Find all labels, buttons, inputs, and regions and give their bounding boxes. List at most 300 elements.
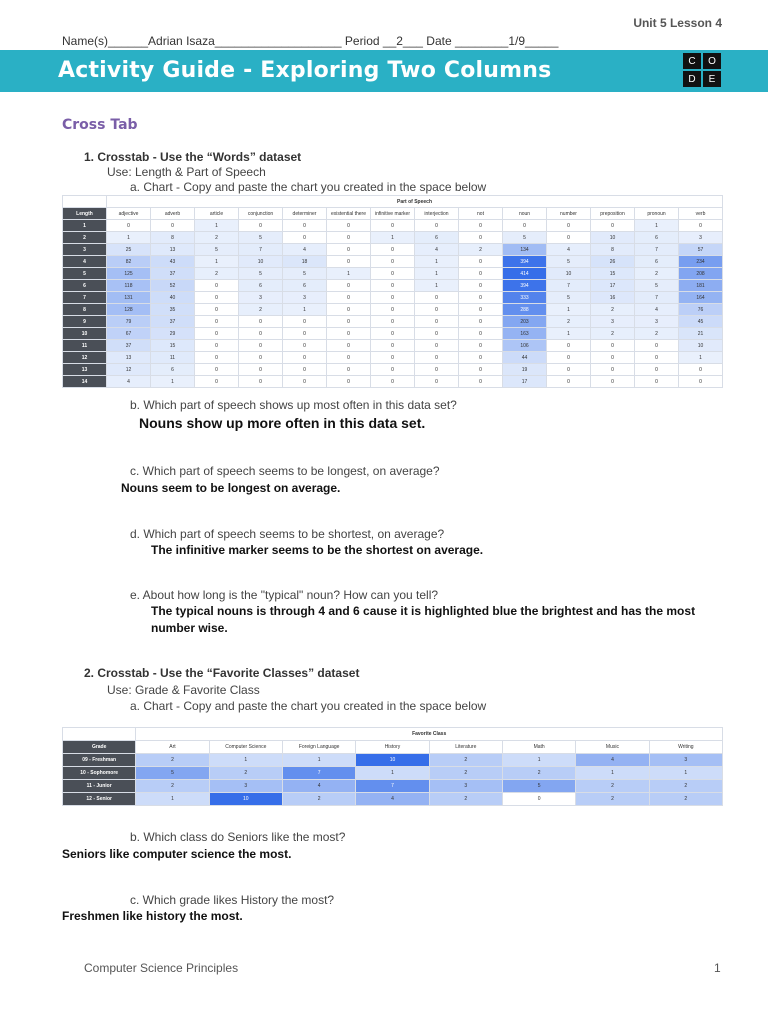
column-header: Writing <box>649 741 722 754</box>
table-row <box>63 256 723 268</box>
table-cell: 10 <box>356 754 429 767</box>
table-cell: 0 <box>283 340 327 352</box>
table-cell: 0 <box>371 352 415 364</box>
row-label: 11 <box>63 340 107 352</box>
table-cell: 414 <box>503 268 547 280</box>
table-cell: 8 <box>151 232 195 244</box>
row-label: 10 <box>63 328 107 340</box>
column-header: conjunction <box>239 208 283 220</box>
table-cell: 15 <box>591 268 635 280</box>
column-header: number <box>547 208 591 220</box>
table-cell: 128 <box>107 304 151 316</box>
table-cell: 11 <box>151 352 195 364</box>
table-cell: 0 <box>239 364 283 376</box>
column-header: adjective <box>107 208 151 220</box>
table-cell: 2 <box>502 767 575 780</box>
table-cell: 1 <box>679 352 723 364</box>
column-header: not <box>459 208 503 220</box>
question-2-heading: 2. Crosstab - Use the “Favorite Classes” dataset <box>84 666 360 680</box>
page-title: Activity Guide - Exploring Two Columns <box>58 58 552 83</box>
table-cell: 0 <box>459 220 503 232</box>
table-cell: 0 <box>591 352 635 364</box>
table-cell: 1 <box>547 304 591 316</box>
table-row <box>63 244 723 256</box>
table-cell: 0 <box>371 304 415 316</box>
table-row <box>63 232 723 244</box>
table-cell: 1 <box>209 754 282 767</box>
table-cell: 288 <box>503 304 547 316</box>
table-cell: 3 <box>239 292 283 304</box>
row-label: 3 <box>63 244 107 256</box>
table-cell: 4 <box>356 793 429 806</box>
column-header: Music <box>576 741 649 754</box>
table-cell: 37 <box>151 268 195 280</box>
table-cell: 76 <box>679 304 723 316</box>
table-cell: 0 <box>502 793 575 806</box>
row-label: 2 <box>63 232 107 244</box>
table-cell: 0 <box>415 328 459 340</box>
table-cell: 134 <box>503 244 547 256</box>
table-cell: 25 <box>107 244 151 256</box>
table-cell: 394 <box>503 256 547 268</box>
table-row <box>63 364 723 376</box>
table-cell: 4 <box>107 376 151 388</box>
logo-letter: C <box>683 53 701 69</box>
table-cell: 1 <box>415 256 459 268</box>
table-cell: 2 <box>429 793 502 806</box>
table-cell: 10 <box>547 268 591 280</box>
answer-1e-line2: number wise. <box>151 621 228 635</box>
table-row <box>63 316 723 328</box>
table-cell: 2 <box>136 754 209 767</box>
table-cell: 118 <box>107 280 151 292</box>
super-header: Part of Speech <box>107 196 723 208</box>
table-cell: 2 <box>429 767 502 780</box>
table-cell: 0 <box>283 376 327 388</box>
table-cell: 3 <box>209 780 282 793</box>
table-cell: 0 <box>327 316 371 328</box>
table-cell: 0 <box>195 292 239 304</box>
table-cell: 0 <box>459 232 503 244</box>
table-cell: 0 <box>283 232 327 244</box>
table-cell: 19 <box>503 364 547 376</box>
table-cell: 0 <box>371 268 415 280</box>
table-cell: 208 <box>679 268 723 280</box>
question-1-heading: 1. Crosstab - Use the “Words” dataset <box>84 150 302 164</box>
table-cell: 0 <box>195 352 239 364</box>
table-cell: 0 <box>195 376 239 388</box>
column-header: infinitive marker <box>371 208 415 220</box>
table-cell: 7 <box>282 767 355 780</box>
column-header: interjection <box>415 208 459 220</box>
table-cell: 15 <box>151 340 195 352</box>
column-header: History <box>356 741 429 754</box>
answer-1b: Nouns show up more often in this data set. <box>139 415 426 431</box>
table-cell: 0 <box>459 364 503 376</box>
table-cell: 0 <box>327 280 371 292</box>
table-cell: 0 <box>195 280 239 292</box>
table-cell: 44 <box>503 352 547 364</box>
table-cell: 0 <box>591 376 635 388</box>
row-label: 09 - Freshman <box>63 754 136 767</box>
table-cell: 0 <box>195 364 239 376</box>
table-cell: 2 <box>547 316 591 328</box>
table-cell: 0 <box>635 352 679 364</box>
table-cell: 2 <box>239 304 283 316</box>
question-1c: c. Which part of speech seems to be longest, on average? <box>130 464 440 478</box>
question-1a: a. Chart - Copy and paste the chart you created in the space below <box>130 180 487 194</box>
row-label: 9 <box>63 316 107 328</box>
question-1b: b. Which part of speech shows up most often in this data set? <box>130 398 457 412</box>
answer-1c: Nouns seem to be longest on average. <box>121 481 341 495</box>
table-cell: 79 <box>107 316 151 328</box>
table-cell: 52 <box>151 280 195 292</box>
table-cell: 5 <box>503 232 547 244</box>
table-cell: 43 <box>151 256 195 268</box>
table-cell: 6 <box>239 280 283 292</box>
table-cell: 1 <box>283 304 327 316</box>
logo-letter: O <box>703 53 721 69</box>
table-cell: 2 <box>649 780 722 793</box>
table-cell: 5 <box>547 292 591 304</box>
table-cell: 1 <box>136 793 209 806</box>
table-cell: 0 <box>591 340 635 352</box>
table-cell: 3 <box>679 232 723 244</box>
row-label: 7 <box>63 292 107 304</box>
table-cell: 82 <box>107 256 151 268</box>
table-cell: 37 <box>151 316 195 328</box>
column-header: determiner <box>283 208 327 220</box>
table-cell: 67 <box>107 328 151 340</box>
table-cell: 0 <box>327 328 371 340</box>
table-row <box>63 793 723 806</box>
table-cell: 2 <box>591 304 635 316</box>
table-cell: 29 <box>151 328 195 340</box>
table-cell: 2 <box>576 780 649 793</box>
table-cell: 3 <box>429 780 502 793</box>
table-cell: 0 <box>327 292 371 304</box>
table-cell: 0 <box>239 316 283 328</box>
table-cell: 1 <box>151 376 195 388</box>
table-cell: 164 <box>679 292 723 304</box>
table-cell: 7 <box>356 780 429 793</box>
table-cell: 2 <box>282 793 355 806</box>
table-cell: 2 <box>209 767 282 780</box>
table-cell: 0 <box>327 364 371 376</box>
table-cell: 0 <box>283 364 327 376</box>
table-cell: 0 <box>239 340 283 352</box>
table-cell: 0 <box>195 316 239 328</box>
table-cell: 0 <box>459 376 503 388</box>
table-row <box>63 754 723 767</box>
table-cell: 0 <box>459 292 503 304</box>
answer-2b: Seniors like computer science the most. <box>62 847 292 861</box>
table-cell: 5 <box>502 780 575 793</box>
row-label: 13 <box>63 364 107 376</box>
table-cell: 0 <box>239 220 283 232</box>
table-row <box>63 352 723 364</box>
table-cell: 4 <box>283 244 327 256</box>
table-cell: 0 <box>459 352 503 364</box>
row-header-label: Grade <box>63 741 136 754</box>
table-cell: 40 <box>151 292 195 304</box>
table-cell: 17 <box>591 280 635 292</box>
table-cell: 0 <box>327 244 371 256</box>
table-cell: 7 <box>635 292 679 304</box>
table-cell: 2 <box>649 793 722 806</box>
table-cell: 0 <box>371 220 415 232</box>
table-cell: 13 <box>151 244 195 256</box>
table-cell: 6 <box>283 280 327 292</box>
table-cell: 5 <box>195 244 239 256</box>
table-cell: 106 <box>503 340 547 352</box>
column-header: Math <box>502 741 575 754</box>
corner-cell <box>63 196 107 208</box>
table-cell: 0 <box>195 340 239 352</box>
table-cell: 1 <box>107 232 151 244</box>
table-cell: 0 <box>415 364 459 376</box>
table-cell: 0 <box>371 256 415 268</box>
table-cell: 0 <box>239 328 283 340</box>
table-cell: 0 <box>195 328 239 340</box>
table-cell: 0 <box>459 328 503 340</box>
table-cell: 17 <box>503 376 547 388</box>
table-cell: 0 <box>415 220 459 232</box>
table-cell: 0 <box>415 304 459 316</box>
table-cell: 0 <box>591 364 635 376</box>
table-cell: 3 <box>635 316 679 328</box>
name-period-date-line: Name(s)______Adrian Isaza___________________ Period __2___ Date ________1/9_____ <box>62 34 559 48</box>
table-cell: 0 <box>459 340 503 352</box>
table-cell: 1 <box>415 268 459 280</box>
table-cell: 0 <box>459 304 503 316</box>
table-cell: 3 <box>591 316 635 328</box>
table-cell: 0 <box>239 376 283 388</box>
column-header: Computer Science <box>209 741 282 754</box>
table-cell: 0 <box>547 364 591 376</box>
table-cell: 13 <box>107 352 151 364</box>
question-1-use: Use: Length & Part of Speech <box>107 165 266 179</box>
table-cell: 0 <box>371 376 415 388</box>
table-cell: 0 <box>547 232 591 244</box>
row-label: 10 - Sophomore <box>63 767 136 780</box>
question-2c: c. Which grade likes History the most? <box>130 893 335 907</box>
question-1e: e. About how long is the "typical" noun? How can you tell? <box>130 588 439 602</box>
table-cell: 0 <box>371 244 415 256</box>
column-header: verb <box>679 208 723 220</box>
table-cell: 21 <box>679 328 723 340</box>
table-cell: 0 <box>327 220 371 232</box>
table-row <box>63 292 723 304</box>
table-cell: 4 <box>635 304 679 316</box>
table-cell: 0 <box>283 328 327 340</box>
table-row <box>63 780 723 793</box>
answer-1d: The infinitive marker seems to be the shortest on average. <box>151 543 484 557</box>
table-cell: 0 <box>327 256 371 268</box>
table-cell: 0 <box>415 292 459 304</box>
table-cell: 0 <box>327 232 371 244</box>
table-cell: 0 <box>679 376 723 388</box>
table-cell: 1 <box>635 220 679 232</box>
table-cell: 0 <box>635 364 679 376</box>
table-cell: 5 <box>239 268 283 280</box>
table-cell: 1 <box>282 754 355 767</box>
table-cell: 394 <box>503 280 547 292</box>
table-cell: 0 <box>327 304 371 316</box>
table-row <box>63 376 723 388</box>
table-cell: 203 <box>503 316 547 328</box>
table-cell: 0 <box>415 340 459 352</box>
footer-page-number: 1 <box>714 961 721 975</box>
question-2b: b. Which class do Seniors like the most? <box>130 830 346 844</box>
table-cell: 4 <box>547 244 591 256</box>
row-label: 12 - Senior <box>63 793 136 806</box>
table-cell: 2 <box>576 793 649 806</box>
table-cell: 4 <box>282 780 355 793</box>
table-cell: 0 <box>239 352 283 364</box>
table-cell: 7 <box>635 244 679 256</box>
table-cell: 333 <box>503 292 547 304</box>
table-cell: 0 <box>283 352 327 364</box>
table-cell: 131 <box>107 292 151 304</box>
row-label: 8 <box>63 304 107 316</box>
table-cell: 0 <box>547 352 591 364</box>
corner-cell <box>63 728 136 741</box>
table-cell: 0 <box>371 340 415 352</box>
question-2a: a. Chart - Copy and paste the chart you created in the space below <box>130 699 487 713</box>
table-cell: 0 <box>459 316 503 328</box>
table-cell: 0 <box>151 220 195 232</box>
table-cell: 7 <box>239 244 283 256</box>
table-row <box>63 268 723 280</box>
row-header-label: Length <box>63 208 107 220</box>
super-header: Favorite Class <box>136 728 723 741</box>
table-cell: 1 <box>547 328 591 340</box>
table-cell: 6 <box>635 256 679 268</box>
table-cell: 0 <box>371 292 415 304</box>
table-row <box>63 328 723 340</box>
table-cell: 2 <box>136 780 209 793</box>
table-cell: 1 <box>195 256 239 268</box>
table-cell: 0 <box>371 328 415 340</box>
table-cell: 6 <box>415 232 459 244</box>
table-cell: 0 <box>107 220 151 232</box>
table-cell: 5 <box>239 232 283 244</box>
table-cell: 0 <box>459 268 503 280</box>
table-cell: 1 <box>327 268 371 280</box>
table-cell: 0 <box>635 376 679 388</box>
table-cell: 0 <box>547 220 591 232</box>
table-cell: 0 <box>371 316 415 328</box>
table-cell: 0 <box>327 376 371 388</box>
table-cell: 0 <box>415 352 459 364</box>
table-row <box>63 767 723 780</box>
section-title: Cross Tab <box>62 117 138 133</box>
table-cell: 4 <box>415 244 459 256</box>
table-cell: 0 <box>327 340 371 352</box>
crosstab-favorite-classes-table <box>62 727 723 806</box>
table-row <box>63 220 723 232</box>
table-cell: 1 <box>371 232 415 244</box>
table-cell: 0 <box>591 220 635 232</box>
table-cell: 0 <box>459 280 503 292</box>
table-cell: 5 <box>547 256 591 268</box>
table-cell: 2 <box>195 232 239 244</box>
table-cell: 1 <box>502 754 575 767</box>
table-cell: 234 <box>679 256 723 268</box>
table-cell: 2 <box>635 268 679 280</box>
table-cell: 16 <box>591 292 635 304</box>
table-row <box>63 340 723 352</box>
table-cell: 0 <box>283 316 327 328</box>
row-label: 5 <box>63 268 107 280</box>
table-cell: 12 <box>107 364 151 376</box>
table-cell: 0 <box>327 352 371 364</box>
column-header: pronoun <box>635 208 679 220</box>
table-cell: 57 <box>679 244 723 256</box>
table-cell: 6 <box>151 364 195 376</box>
table-cell: 37 <box>107 340 151 352</box>
table-cell: 0 <box>679 364 723 376</box>
table-cell: 7 <box>547 280 591 292</box>
row-label: 12 <box>63 352 107 364</box>
table-cell: 2 <box>635 328 679 340</box>
table-cell: 5 <box>136 767 209 780</box>
row-label: 4 <box>63 256 107 268</box>
table-row <box>63 280 723 292</box>
footer-course: Computer Science Principles <box>84 961 239 975</box>
row-label: 14 <box>63 376 107 388</box>
table-cell: 1 <box>576 767 649 780</box>
logo-letter: D <box>683 71 701 87</box>
table-cell: 0 <box>679 220 723 232</box>
table-cell: 4 <box>576 754 649 767</box>
row-label: 1 <box>63 220 107 232</box>
row-label: 11 - Junior <box>63 780 136 793</box>
unit-lesson-label: Unit 5 Lesson 4 <box>633 16 722 30</box>
column-header: Art <box>136 741 209 754</box>
table-cell: 10 <box>679 340 723 352</box>
question-2-use: Use: Grade & Favorite Class <box>107 683 260 697</box>
row-label: 6 <box>63 280 107 292</box>
table-cell: 2 <box>195 268 239 280</box>
table-cell: 0 <box>547 340 591 352</box>
logo-letter: E <box>703 71 721 87</box>
crosstab-words-table <box>62 195 723 388</box>
column-header: article <box>195 208 239 220</box>
table-row <box>63 304 723 316</box>
table-cell: 0 <box>547 376 591 388</box>
table-cell: 2 <box>459 244 503 256</box>
table-cell: 0 <box>635 340 679 352</box>
table-cell: 0 <box>371 280 415 292</box>
table-cell: 6 <box>635 232 679 244</box>
column-header: Literature <box>429 741 502 754</box>
table-cell: 0 <box>459 256 503 268</box>
table-cell: 0 <box>195 304 239 316</box>
table-cell: 2 <box>591 328 635 340</box>
table-cell: 10 <box>209 793 282 806</box>
table-cell: 2 <box>429 754 502 767</box>
table-cell: 163 <box>503 328 547 340</box>
table-cell: 1 <box>356 767 429 780</box>
answer-1e-line1: The typical nouns is through 4 and 6 cause it is highlighted blue the brightest and has the most <box>151 604 696 618</box>
table-cell: 5 <box>283 268 327 280</box>
table-cell: 45 <box>679 316 723 328</box>
table-cell: 3 <box>649 754 722 767</box>
table-cell: 1 <box>195 220 239 232</box>
column-header: Foreign Language <box>282 741 355 754</box>
